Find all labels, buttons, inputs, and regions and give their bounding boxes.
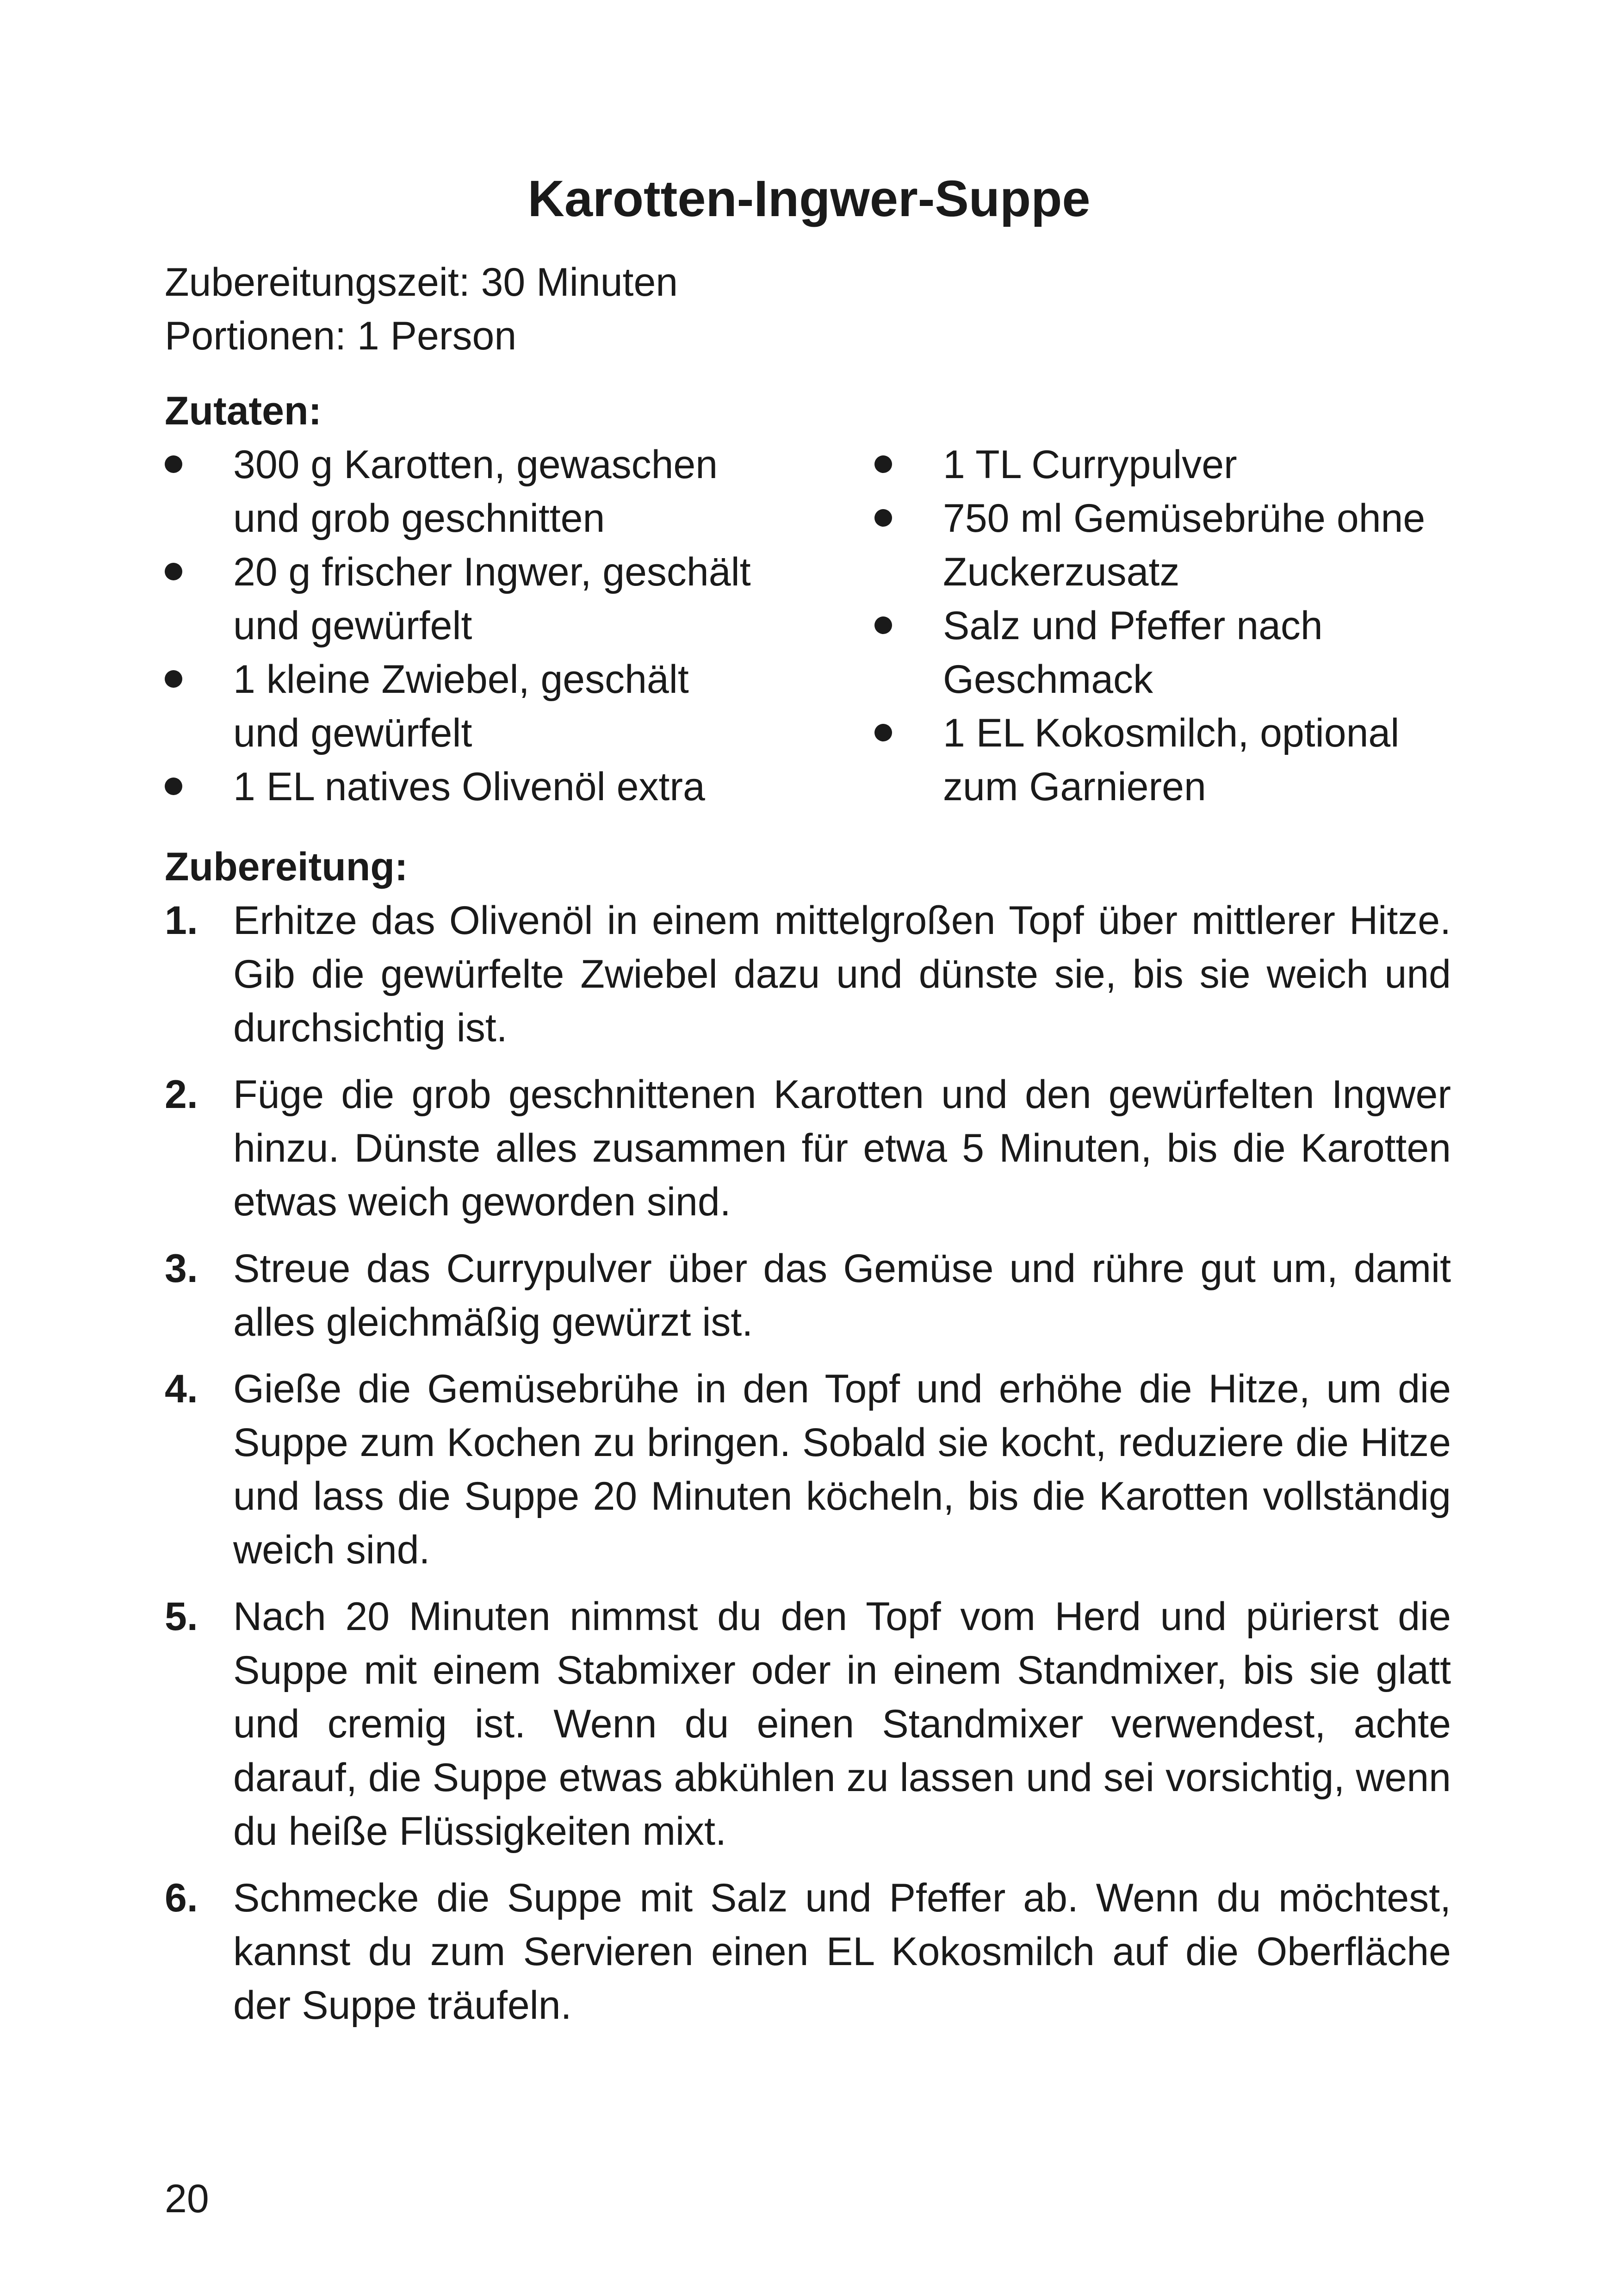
ingredient-item: [874, 438, 1476, 492]
preparation-steps: [165, 894, 1451, 2045]
step-number: 5.: [165, 1594, 198, 1639]
ingredient-item: [165, 653, 757, 760]
bullet-icon: [874, 724, 892, 741]
bullet-icon: [165, 670, 182, 688]
bullet-icon: [165, 563, 182, 580]
step-item: [165, 894, 1451, 1055]
bullet-icon: [165, 455, 182, 473]
ingredient-item: [165, 545, 757, 653]
ingredient-item: [874, 706, 1476, 814]
ingredients-list-right: [874, 438, 1476, 814]
servings: Portionen: 1 Person: [165, 314, 517, 358]
step-text: Streue das Currypulver über das Gemüse und rühre gut um, damit alles gleichmäßig gewürzt ist.: [233, 1246, 1451, 1344]
ingredient-text: 1 TL Currypulver: [943, 442, 1237, 487]
bullet-icon: [874, 455, 892, 473]
ingredient-text: 1 kleine Zwiebel, geschält und gewürfelt: [233, 657, 689, 755]
step-text: Nach 20 Minuten nimmst du den Topf vom Herd und pürierst die Suppe mit einem Stabmixer oder in einem Standmixer, bis sie glatt und cremig ist. Wenn du einen Standmixer verwendest, achte darauf, die Suppe etwas abkühlen zu lassen und sei vorsichtig, wenn du heiße Flüssigkeiten mixt.: [233, 1594, 1451, 1854]
recipe-meta: [165, 255, 678, 363]
step-text: Gieße die Gemüsebrühe in den Topf und erhöhe die Hitze, um die Suppe zum Kochen zu bringen. Sobald sie kocht, reduziere die Hitze und lass die Suppe 20 Minuten köcheln, bis die Karotten vollständig weich sind.: [233, 1367, 1451, 1572]
ingredient-text: 300 g Karotten, gewaschen und grob geschnitten: [233, 442, 718, 541]
step-item: [165, 1871, 1451, 2032]
ingredient-text: 750 ml Gemüsebrühe ohne Zuckerzusatz: [943, 496, 1426, 594]
step-number: 4.: [165, 1367, 198, 1411]
page-number: 20: [165, 2177, 209, 2221]
ingredients-list-left: [165, 438, 757, 814]
bullet-icon: [165, 778, 182, 795]
ingredient-item: [165, 438, 757, 545]
step-number: 1.: [165, 898, 198, 943]
ingredients-heading: Zutaten:: [165, 389, 322, 433]
step-text: Füge die grob geschnittenen Karotten und den gewürfelten Ingwer hinzu. Dünste alles zusammen für etwa 5 Minuten, bis die Karotten etwas weich geworden sind.: [233, 1072, 1451, 1224]
bullet-icon: [874, 509, 892, 527]
step-number: 2.: [165, 1072, 198, 1117]
step-item: [165, 1242, 1451, 1349]
prep-time: Zubereitungszeit: 30 Minuten: [165, 260, 678, 305]
recipe-title: Karotten-Ingwer-Suppe: [527, 170, 1091, 227]
ingredient-text: Salz und Pfeffer nach Geschmack: [943, 604, 1323, 702]
ingredient-item: [165, 760, 757, 814]
ingredient-text: 1 EL Kokosmilch, optional zum Garnieren: [943, 711, 1400, 809]
ingredient-text: 20 g frischer Ingwer, geschält und gewürfelt: [233, 550, 751, 648]
step-item: [165, 1362, 1451, 1577]
ingredient-item: [874, 492, 1476, 599]
ingredient-item: [874, 599, 1476, 706]
step-number: 3.: [165, 1246, 198, 1291]
bullet-icon: [874, 616, 892, 634]
step-item: [165, 1590, 1451, 1858]
step-item: [165, 1068, 1451, 1229]
step-number: 6.: [165, 1876, 198, 1920]
step-text: Schmecke die Suppe mit Salz und Pfeffer ab. Wenn du möchtest, kannst du zum Servieren einen EL Kokosmilch auf die Oberfläche der Suppe träufeln.: [233, 1876, 1451, 2028]
preparation-heading: Zubereitung:: [165, 845, 408, 889]
ingredient-text: 1 EL natives Olivenöl extra: [233, 765, 705, 809]
step-text: Erhitze das Olivenöl in einem mittelgroßen Topf über mittlerer Hitze. Gib die gewürfelte Zwiebel dazu und dünste sie, bis sie weich und durchsichtig ist.: [233, 898, 1451, 1050]
